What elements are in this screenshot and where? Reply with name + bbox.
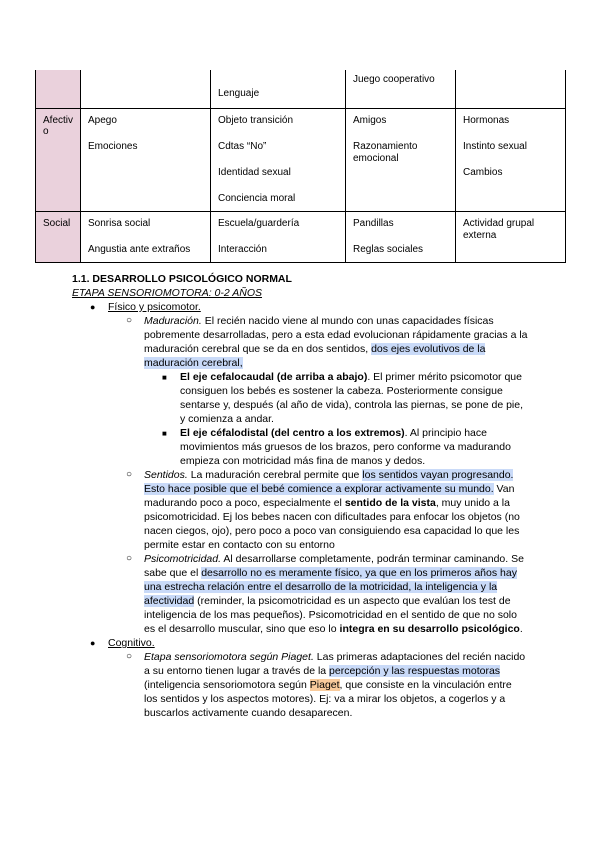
text-segment: los sentidos vayan progresando. Esto hace posible que el bebé comience a explorar activamente su mundo. <box>144 469 514 495</box>
text-segment: Piaget <box>309 679 340 691</box>
bullet-marker: ● <box>90 302 96 312</box>
paragraph-text <box>180 427 511 467</box>
bullet-marker: ■ <box>162 373 167 382</box>
bullet-marker: ○ <box>126 553 133 564</box>
paragraph-text <box>108 637 155 649</box>
text-segment: Maduración. <box>144 315 202 327</box>
bullet-marker: ○ <box>126 651 133 662</box>
table-cell <box>456 211 566 262</box>
bullet-marker: ○ <box>126 315 133 326</box>
text-segment: , muy unido a la psicomotricidad. Ej los bebes nacen con dificultades para enfocar los objetos (no nacen ciegos, ojo), pero poco a poco van consiguiendo esa capacidad lo que les permite estar en contacto con su entorno <box>144 497 520 551</box>
text-segment: Cognitivo. <box>108 637 155 649</box>
cell-line: Conciencia moral <box>218 192 296 204</box>
text-segment: sentido de la vista <box>344 497 436 509</box>
text-segment: . El primer mérito psicomotor que consiguen los bebés es sostener la cabeza. Posteriormente consigue sentarse y, después (al año de vida), controla las piernas, se pone de pie, y comienza a andar. <box>180 371 524 425</box>
paragraph-text <box>144 315 528 369</box>
text-segment: El eje cefalocaudal (de arriba a abajo) <box>180 371 368 383</box>
text-segment: . Al principio hace movimientos más gruesos de los brazos, pero conforme va madurando empieza con motricidad más fina de manos y dedos. <box>180 427 511 467</box>
cell-line: Interacción <box>218 243 267 255</box>
text-segment: Van madurando poco a poco, especialmente el <box>144 483 515 509</box>
summary-table-body <box>36 70 566 262</box>
text-segment: Etapa sensoriomotora según Piaget. <box>144 651 314 663</box>
table-cell <box>456 70 566 108</box>
text-segment: Las primeras adaptaciones del recién nacido a su entorno tienen lugar a través de la <box>144 651 526 677</box>
text-segment: desarrollo no es meramente físico, ya que en los primeros años hay una estrecha relación entre el desarrollo de la motricidad, la inteligencia y la afectividad <box>144 567 517 607</box>
text-segment: Físico y psicomotor. <box>108 301 201 313</box>
paragraph-text <box>108 301 201 313</box>
text-segment: dos ejes evolutivos de la maduración cerebral, <box>144 343 486 369</box>
section-subheading: ETAPA SENSORIOMOTORA: 0-2 AÑOS <box>72 287 263 299</box>
table-cell <box>81 108 211 211</box>
list-item <box>72 552 528 636</box>
table-row-header: Afectivo <box>36 108 81 211</box>
cell-line: Razonamiento emocional <box>353 140 418 164</box>
cell-line: Emociones <box>88 140 138 152</box>
text-segment: (inteligencia sensoriomotora según <box>144 679 310 691</box>
text-segment: percepción y las respuestas motoras <box>329 665 501 677</box>
cell-line: Apego <box>88 114 117 126</box>
cell-line: Escuela/guardería <box>218 217 300 229</box>
text-segment: integra en su desarrollo psicológico <box>339 623 520 635</box>
text-segment: La maduración cerebral permite que <box>187 469 363 481</box>
table-cell <box>211 211 346 262</box>
paragraph-text <box>144 469 520 551</box>
cell-line: Cdtas “No” <box>218 140 267 152</box>
list-item <box>72 300 528 314</box>
cell-line: Juego cooperativo <box>353 74 435 85</box>
cell-line: Sonrisa social <box>88 217 151 229</box>
cell-line: Actividad grupal externa <box>463 217 535 241</box>
bullet-marker: ○ <box>126 469 133 480</box>
paragraph-text <box>144 553 524 635</box>
bullet-marker: ● <box>90 638 96 648</box>
list-item <box>72 650 528 720</box>
table-row <box>36 211 566 262</box>
table-row <box>36 108 566 211</box>
table-cell <box>81 211 211 262</box>
text-segment: Psicomotricidad. <box>144 553 222 565</box>
cell-line: Instinto sexual <box>463 140 527 152</box>
text-segment: . <box>519 623 523 635</box>
cell-line: Hormonas <box>463 114 510 126</box>
table-cell <box>211 108 346 211</box>
paragraph-text <box>144 651 525 719</box>
bullet-marker: ■ <box>162 429 167 438</box>
table-cell <box>346 108 456 211</box>
text-segment: El eje céfalodistal (del centro a los extremos) <box>180 427 405 439</box>
table-cell <box>346 70 456 108</box>
text-segment: Al desarrollarse completamente, podrán terminar caminando. Se sabe que el <box>144 553 524 579</box>
list-item <box>72 370 528 426</box>
table-row <box>36 70 566 108</box>
text-segment: (reminder, la psicomotricidad es un aspecto que evalúan los test de inteligencia de los mas pequeños). Psicomotricidad en el sentido de que no solo es el desarrollo muscular, sino que eso lo <box>144 595 517 635</box>
list-item <box>72 314 528 370</box>
cell-line: Pandillas <box>353 217 394 229</box>
paragraph-text <box>180 371 523 425</box>
list-item <box>72 468 528 552</box>
cell-line: Angustia ante extraños <box>88 243 191 255</box>
cell-line: Identidad sexual <box>218 166 291 178</box>
cell-line: Lenguaje <box>218 88 260 99</box>
blocks-container <box>72 300 528 720</box>
table-row-header <box>36 70 81 108</box>
table-cell <box>81 70 211 108</box>
text-segment: El recién nacido viene al mundo con unas capacidades físicas pobremente desarrolladas, pero a esta edad evolucionan rápidamente gracias a la maduración cerebral que se da en dos sentidos, <box>144 315 528 355</box>
text-segment: , que consiste en la vinculación entre los sentidos y los aspectos motores). Ej: va a mirar los objetos, a cogerlos y a buscarlos activamente cuando desaparecen. <box>144 679 512 719</box>
table-cell <box>211 70 346 108</box>
document-body <box>72 272 528 720</box>
cell-line: Amigos <box>353 114 387 126</box>
table-cell <box>346 211 456 262</box>
page-title: 1.1. DESARROLLO PSICOLÓGICO NORMAL <box>72 273 292 285</box>
summary-table <box>35 70 566 263</box>
cell-line: Cambios <box>463 166 503 178</box>
list-item <box>72 426 528 468</box>
table-cell <box>456 108 566 211</box>
cell-line: Objeto transición <box>218 114 294 126</box>
text-segment: Sentidos. <box>144 469 188 481</box>
list-item <box>72 636 528 650</box>
table-row-header: Social <box>36 211 81 262</box>
cell-line: Reglas sociales <box>353 243 424 255</box>
